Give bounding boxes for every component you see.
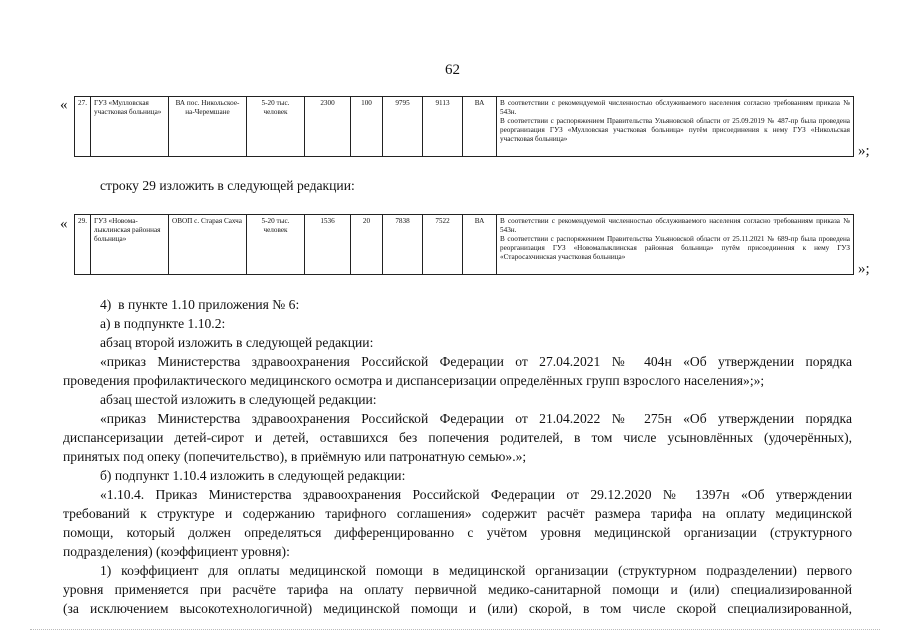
row27-location: ВА пос. Никольское-на-Черемшане — [169, 97, 247, 157]
subitem-a-heading: а) в подпункте 1.10.2: — [100, 316, 226, 331]
row29-code: ВА — [463, 215, 497, 275]
order-404n-line-1: «приказ Министерства здравоохранения Российской Федерации от 27.04.2021 № 404н «Об утверждении порядка — [100, 354, 852, 369]
paragraph-two-instruction: абзац второй изложить в следующей редакции: — [100, 335, 374, 350]
coefficient-1-line-3: (за исключением высокотехнологичной) медицинской помощи и (или) скорой, в том числе скорой специализированной, — [63, 601, 852, 616]
item-4-heading: 4) в пункте 1.10 приложения № 6: — [100, 297, 300, 312]
row27-name: ГУЗ «Мулловская участковая больница» — [91, 97, 169, 157]
coefficient-1-line-2: уровня применяется при расчёте тарифа на оплату первичной медико-санитарной помощи и (или) специализированной — [63, 582, 852, 597]
row27-value-1: 2300 — [305, 97, 351, 157]
row27-population: 5-20 тыс. человек — [247, 97, 305, 157]
row27-note — [497, 97, 854, 157]
instruction-row-29: строку 29 изложить в следующей редакции: — [100, 178, 355, 193]
row27-num: 27. — [75, 97, 91, 157]
row29-name: ГУЗ «Новомалыклинская районная больница» — [91, 215, 169, 275]
order-275n-line-2: диспансеризации детей-сирот и детей, оставшихся без попечения родителей, в том числе усыновлённых (удочерённых), — [63, 430, 852, 445]
section-1-10-4-line-3: помощи, который должен определяться дифференцированно с учётом уровня медицинской организации (структурного — [63, 525, 852, 540]
row27-value-4: 9113 — [423, 97, 463, 157]
row29-note — [497, 215, 854, 275]
table-row-29 — [74, 214, 854, 275]
row29-num: 29. — [75, 215, 91, 275]
row29-close-quote: »; — [858, 261, 870, 277]
row27-value-3: 9795 — [383, 97, 423, 157]
section-1-10-4-line-2: требований к структуре и содержанию тарифного соглашения» содержит расчёт размера тарифа на оплату медицинской — [63, 506, 852, 521]
section-1-10-4-line-4: подразделения) (коэффициент уровня): — [63, 544, 290, 559]
row29-open-quote: « — [60, 216, 68, 232]
row29-value-2: 20 — [351, 215, 383, 275]
row29-population: 5-20 тыс. человек — [247, 215, 305, 275]
row29-value-4: 7522 — [423, 215, 463, 275]
row29-note-2: В соответствии с распоряжением Правительства Ульяновской области от 25.11.2021 № 689-пр была проведена реорганизация ГУЗ «Новомалыклинская районная больница» путём присоединения к нему ГУЗ «Старосахчинская участковая больница» — [500, 235, 850, 261]
row29-value-1: 1536 — [305, 215, 351, 275]
order-275n-line-1: «приказ Министерства здравоохранения Российской Федерации от 21.04.2022 № 275н «Об утверждении порядка — [100, 411, 852, 426]
row29-value-3: 7838 — [383, 215, 423, 275]
row27-note-2: В соответствии с распоряжением Правительства Ульяновской области от 25.09.2019 № 487-пр была проведена реорганизация ГУЗ «Мулловская участковая больница» путём присоединения к нему ГУЗ «Никольская участковая больница» — [500, 117, 850, 143]
paragraph-six-instruction: абзац шестой изложить в следующей редакции: — [100, 392, 377, 407]
subitem-b-heading: б) подпункт 1.10.4 изложить в следующей редакции: — [100, 468, 406, 483]
row27-value-2: 100 — [351, 97, 383, 157]
row29-location: ОВОП с. Старая Сахча — [169, 215, 247, 275]
row29-note-1: В соответствии с рекомендуемой численностью обслуживаемого населения согласно требованиям приказа № 543н. — [500, 217, 850, 234]
row27-open-quote: « — [60, 97, 68, 113]
row27-note-1: В соответствии с рекомендуемой численностью обслуживаемого населения согласно требованиям приказа № 543н. — [500, 99, 850, 116]
table-row-27 — [74, 96, 854, 157]
row27-close-quote: »; — [858, 143, 870, 159]
row27-code: ВА — [463, 97, 497, 157]
page-number: 62 — [445, 62, 460, 78]
footer-divider — [30, 629, 880, 630]
order-404n-line-2: проведения профилактического медицинского осмотра и диспансеризации определённых групп взрослого населения»;»; — [63, 373, 765, 388]
coefficient-1-line-1: 1) коэффициент для оплаты медицинской помощи в медицинской организации (структурном подразделении) первого — [100, 563, 852, 578]
section-1-10-4-line-1: «1.10.4. Приказ Министерства здравоохранения Российской Федерации от 29.12.2020 № 1397н «Об утверждении — [100, 487, 852, 502]
order-275n-line-3: принятых под опеку (попечительство), в приёмную или патронатную семью».»; — [63, 449, 527, 464]
